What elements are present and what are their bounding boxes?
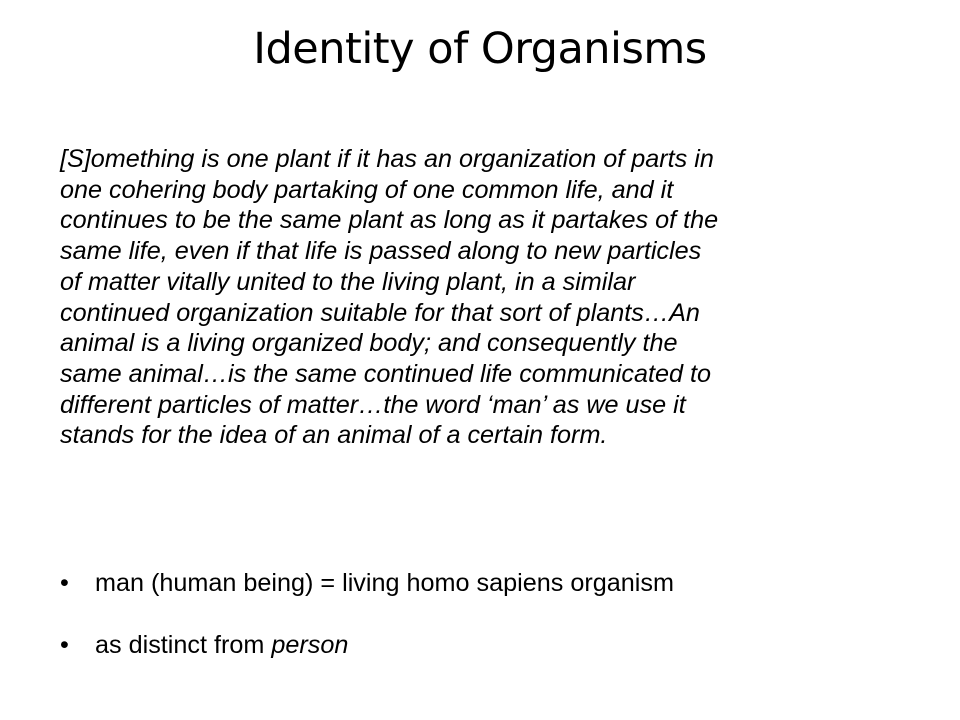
bullet-emphasis: person [271, 631, 349, 659]
slide-title: Identity of Organisms [253, 24, 707, 74]
bullet-text: as distinct from [95, 631, 272, 659]
locke-quote [60, 144, 920, 451]
bullet-text: man (human being) = living homo sapiens organism [95, 569, 674, 597]
bullet-icon: • [60, 569, 69, 597]
quote-line: animal is a living organized body; and consequently the [60, 329, 678, 358]
quote-line: stands for the idea of an animal of a certain form. [60, 421, 608, 450]
quote-line: of matter vitally united to the living plant, in a similar [60, 267, 636, 296]
quote-line: continued organization suitable for that sort of plants…An [60, 298, 700, 327]
quote-line: same life, even if that life is passed along to new particles [60, 237, 702, 266]
quote-line: same animal…is the same continued life communicated to [60, 359, 711, 388]
quote-line: [S]omething is one plant if it has an organization of parts in [60, 145, 714, 173]
bullet-item-distinct-from-person [60, 629, 920, 661]
quote-line: one cohering body partaking of one common life, and it [60, 175, 674, 204]
bullet-icon: • [60, 631, 69, 659]
quote-line: continues to be the same plant as long as it partakes of the [60, 206, 719, 235]
bullet-list [60, 567, 920, 661]
quote-line: different particles of matter…the word ‘man’ as we use it [60, 390, 686, 419]
bullet-item-man-definition [60, 567, 920, 599]
